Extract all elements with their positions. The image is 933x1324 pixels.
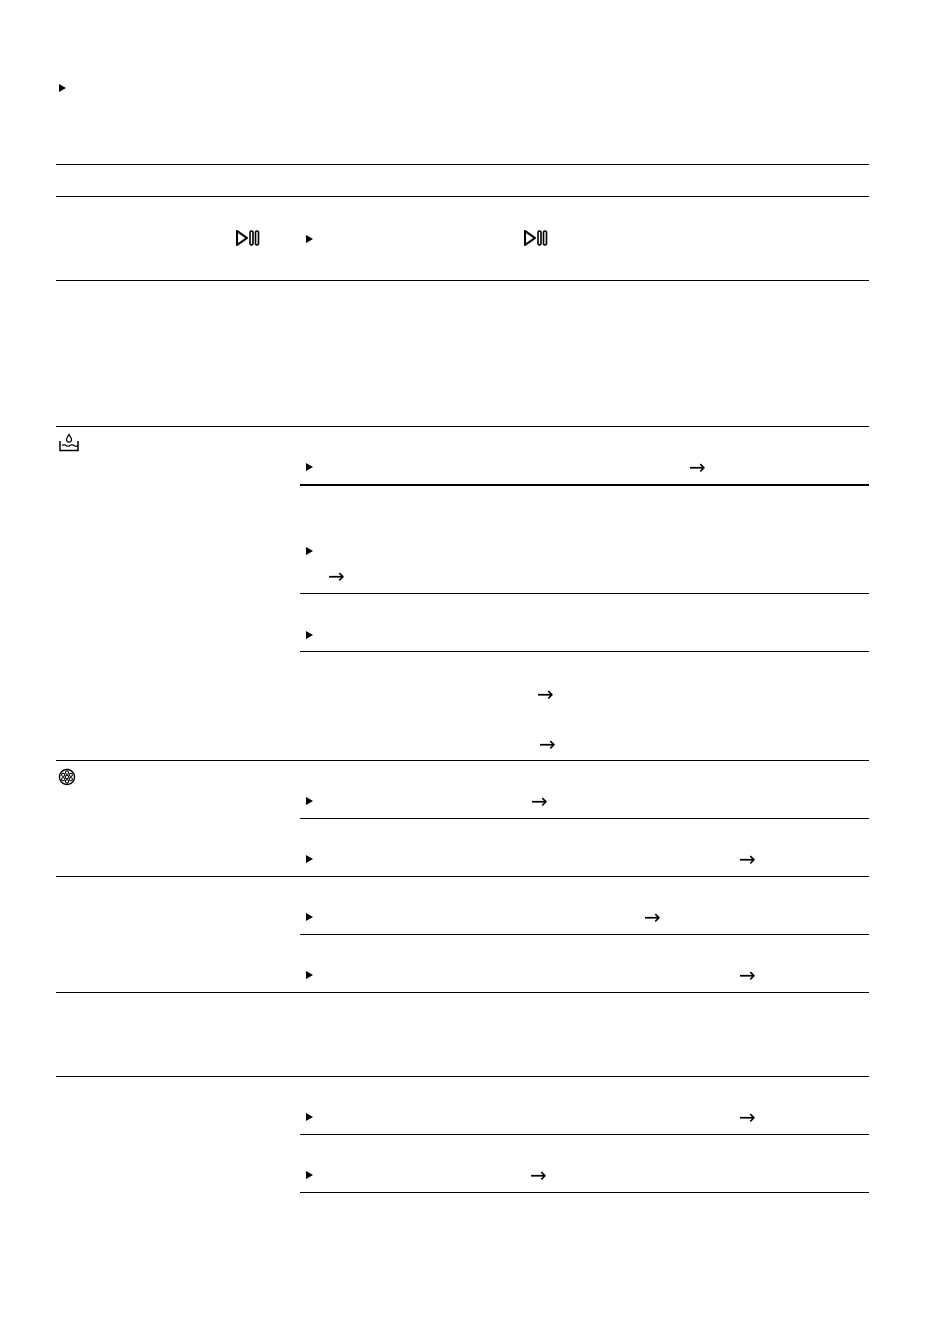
right-arrow-icon: → <box>644 905 661 929</box>
cell-divider <box>300 1134 869 1135</box>
bullet-icon <box>306 855 313 863</box>
right-arrow-icon: → <box>530 1163 547 1187</box>
bullet-icon <box>306 913 313 921</box>
cell-divider <box>300 593 869 594</box>
bullet-icon <box>306 631 313 639</box>
cell-divider <box>300 818 869 819</box>
bullet-icon <box>306 797 313 805</box>
cell-divider <box>300 934 869 935</box>
row-divider <box>56 1076 869 1077</box>
water-drop-icon <box>58 433 80 453</box>
right-arrow-icon: → <box>739 1105 756 1129</box>
table-header-bottom-rule <box>56 196 869 197</box>
bullet-icon <box>306 1171 313 1179</box>
bullet-icon <box>306 235 313 243</box>
row-divider <box>56 760 869 761</box>
start-pause-icon <box>523 229 549 247</box>
intro-bullet-icon <box>59 84 66 92</box>
cell-divider <box>300 484 869 486</box>
bullet-icon <box>306 1113 313 1121</box>
right-arrow-icon: → <box>531 789 548 813</box>
table-header-top-rule <box>56 164 869 165</box>
bullet-icon <box>306 463 313 471</box>
right-arrow-icon: → <box>537 682 554 706</box>
row-divider <box>56 280 869 281</box>
cell-divider <box>300 1192 869 1193</box>
bullet-icon <box>306 971 313 979</box>
cell-divider <box>300 651 869 652</box>
row-divider <box>56 876 869 877</box>
row-divider <box>56 992 869 993</box>
right-arrow-icon: → <box>539 732 556 756</box>
right-arrow-icon: → <box>739 847 756 871</box>
start-pause-icon <box>235 229 261 247</box>
bullet-icon <box>306 547 313 555</box>
right-arrow-icon: → <box>739 963 756 987</box>
right-arrow-icon: → <box>328 564 345 588</box>
row-divider <box>56 426 869 427</box>
drum-icon <box>58 768 76 786</box>
right-arrow-icon: → <box>689 455 706 479</box>
